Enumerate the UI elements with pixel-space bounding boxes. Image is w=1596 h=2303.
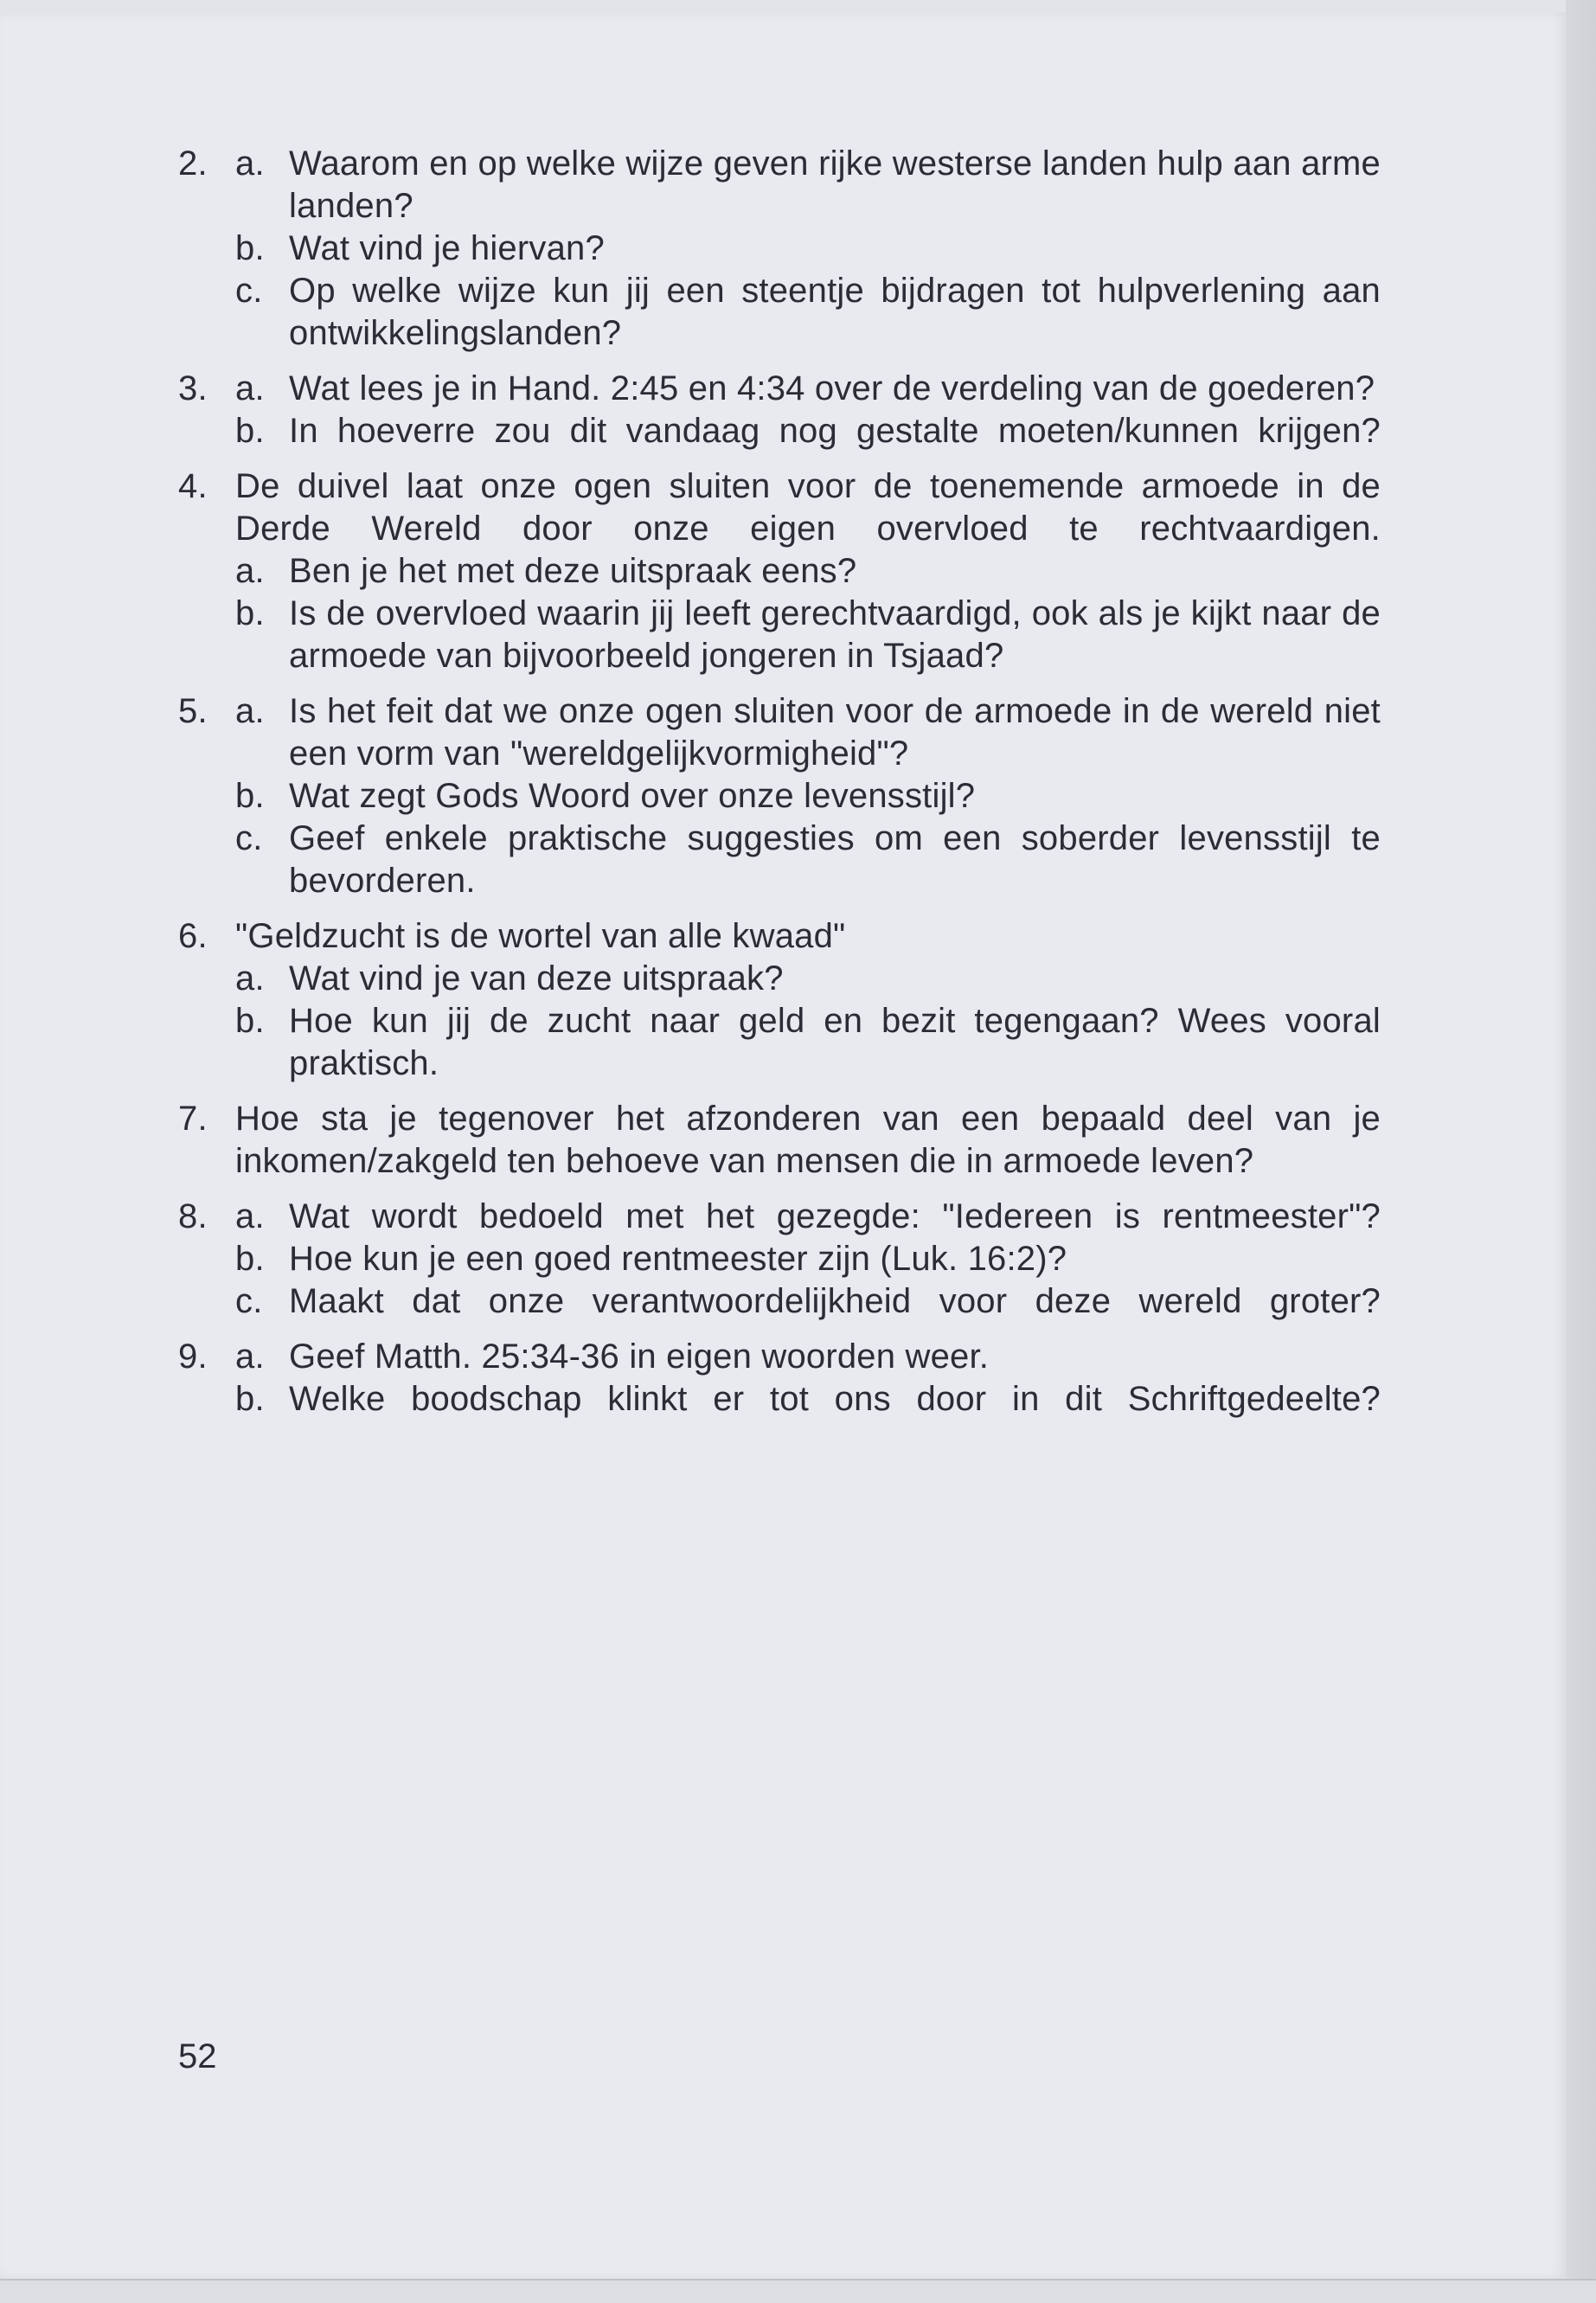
part-text: Wat vind je hiervan?	[289, 229, 605, 267]
question-number: 8.	[178, 1197, 208, 1235]
question-intro: "Geldzucht is de wortel van alle kwaad"	[235, 917, 846, 955]
question-part	[235, 958, 1381, 1000]
question-part	[235, 1336, 1381, 1378]
question-list	[178, 143, 1381, 1434]
question-part	[235, 410, 1381, 452]
question-number: 4.	[178, 467, 208, 505]
part-label: c.	[235, 819, 263, 857]
question-6	[178, 915, 1381, 1085]
question-part	[235, 270, 1381, 355]
part-label: b.	[235, 412, 265, 450]
part-label: b.	[235, 1002, 265, 1040]
question-number: 6.	[178, 917, 208, 955]
part-text: Wat wordt bedoeld met het gezegde: "Iedereen is rentmeester"?	[289, 1197, 1381, 1235]
question-part	[235, 818, 1381, 902]
question-part	[235, 228, 1381, 270]
part-label: a.	[235, 1338, 265, 1376]
part-label: b.	[235, 777, 265, 815]
part-text: Waarom en op welke wijze geven rijke westerse landen hulp aan arme landen?	[289, 144, 1381, 225]
part-text: Geef Matth. 25:34-36 in eigen woorden weer.	[289, 1338, 990, 1376]
part-label: c.	[235, 272, 263, 310]
question-part	[235, 143, 1381, 228]
book-spine-edge	[1566, 0, 1596, 2301]
part-text: Is de overvloed waarin jij leeft gerechtvaardigd, ook als je kijkt naar de armoede van bijvoorbeeld jongeren in Tsjaad?	[289, 594, 1381, 675]
question-number: 9.	[178, 1338, 208, 1376]
part-text: Is het feit dat we onze ogen sluiten voor de armoede in de wereld niet een vorm van "wereldgelijkvormigheid"?	[289, 692, 1381, 773]
question-number: 2.	[178, 144, 208, 183]
question-2	[178, 143, 1381, 355]
question-part	[235, 1280, 1381, 1323]
part-text: Welke boodschap klinkt er tot ons door in dit Schriftgedeelte?	[289, 1380, 1381, 1418]
question-part	[235, 1000, 1381, 1085]
question-part	[235, 690, 1381, 775]
part-label: b.	[235, 594, 265, 632]
question-number: 5.	[178, 692, 208, 730]
question-part	[235, 1238, 1381, 1280]
question-8	[178, 1196, 1381, 1323]
part-text: Geef enkele praktische suggesties om een soberder levensstijl te bevorderen.	[289, 819, 1381, 900]
part-label: a.	[235, 692, 265, 730]
part-label: b.	[235, 1240, 265, 1278]
question-part	[235, 1378, 1381, 1421]
part-label: b.	[235, 1380, 265, 1418]
page-number: 52	[178, 2037, 217, 2075]
question-part	[235, 593, 1381, 677]
part-text: Ben je het met deze uitspraak eens?	[289, 552, 857, 590]
question-number: 7.	[178, 1100, 208, 1138]
question-5	[178, 690, 1381, 902]
question-part	[235, 1196, 1381, 1238]
part-label: a.	[235, 144, 265, 183]
part-text: Op welke wijze kun jij een steentje bijdragen tot hulpverlening aan ontwikkelingslanden?	[289, 272, 1381, 352]
part-label: a.	[235, 552, 265, 590]
part-text: In hoeverre zou dit vandaag nog gestalte moeten/kunnen krijgen?	[289, 412, 1381, 450]
part-label: a.	[235, 1197, 265, 1235]
question-3	[178, 368, 1381, 452]
question-4	[178, 465, 1381, 677]
part-label: c.	[235, 1282, 263, 1320]
part-text: Hoe kun jij de zucht naar geld en bezit tegengaan? Wees vooral praktisch.	[289, 1002, 1381, 1082]
part-text: Wat vind je van deze uitspraak?	[289, 959, 784, 998]
question-part	[235, 368, 1381, 410]
part-text: Hoe kun je een goed rentmeester zijn (Luk. 16:2)?	[289, 1240, 1067, 1278]
part-label: a.	[235, 959, 265, 998]
part-label: a.	[235, 369, 265, 407]
part-text: Maakt dat onze verantwoordelijkheid voor deze wereld groter?	[289, 1282, 1381, 1320]
question-number: 3.	[178, 369, 208, 407]
part-text: Wat lees je in Hand. 2:45 en 4:34 over de verdeling van de goederen?	[289, 369, 1375, 407]
question-part	[235, 550, 1381, 593]
part-text: Wat zegt Gods Woord over onze levensstijl?	[289, 777, 976, 815]
question-part	[235, 775, 1381, 818]
question-intro: Hoe sta je tegenover het afzonderen van een bepaald deel van je inkomen/zakgeld ten behoeve van mensen die in armoede leven?	[235, 1100, 1381, 1180]
question-7	[178, 1098, 1381, 1183]
part-label: b.	[235, 229, 265, 267]
question-9	[178, 1336, 1381, 1421]
page-bottom-edge	[0, 2279, 1596, 2303]
question-intro: De duivel laat onze ogen sluiten voor de toenemende armoede in de Derde Wereld door onze eigen overvloed te rechtvaardigen.	[235, 467, 1381, 548]
